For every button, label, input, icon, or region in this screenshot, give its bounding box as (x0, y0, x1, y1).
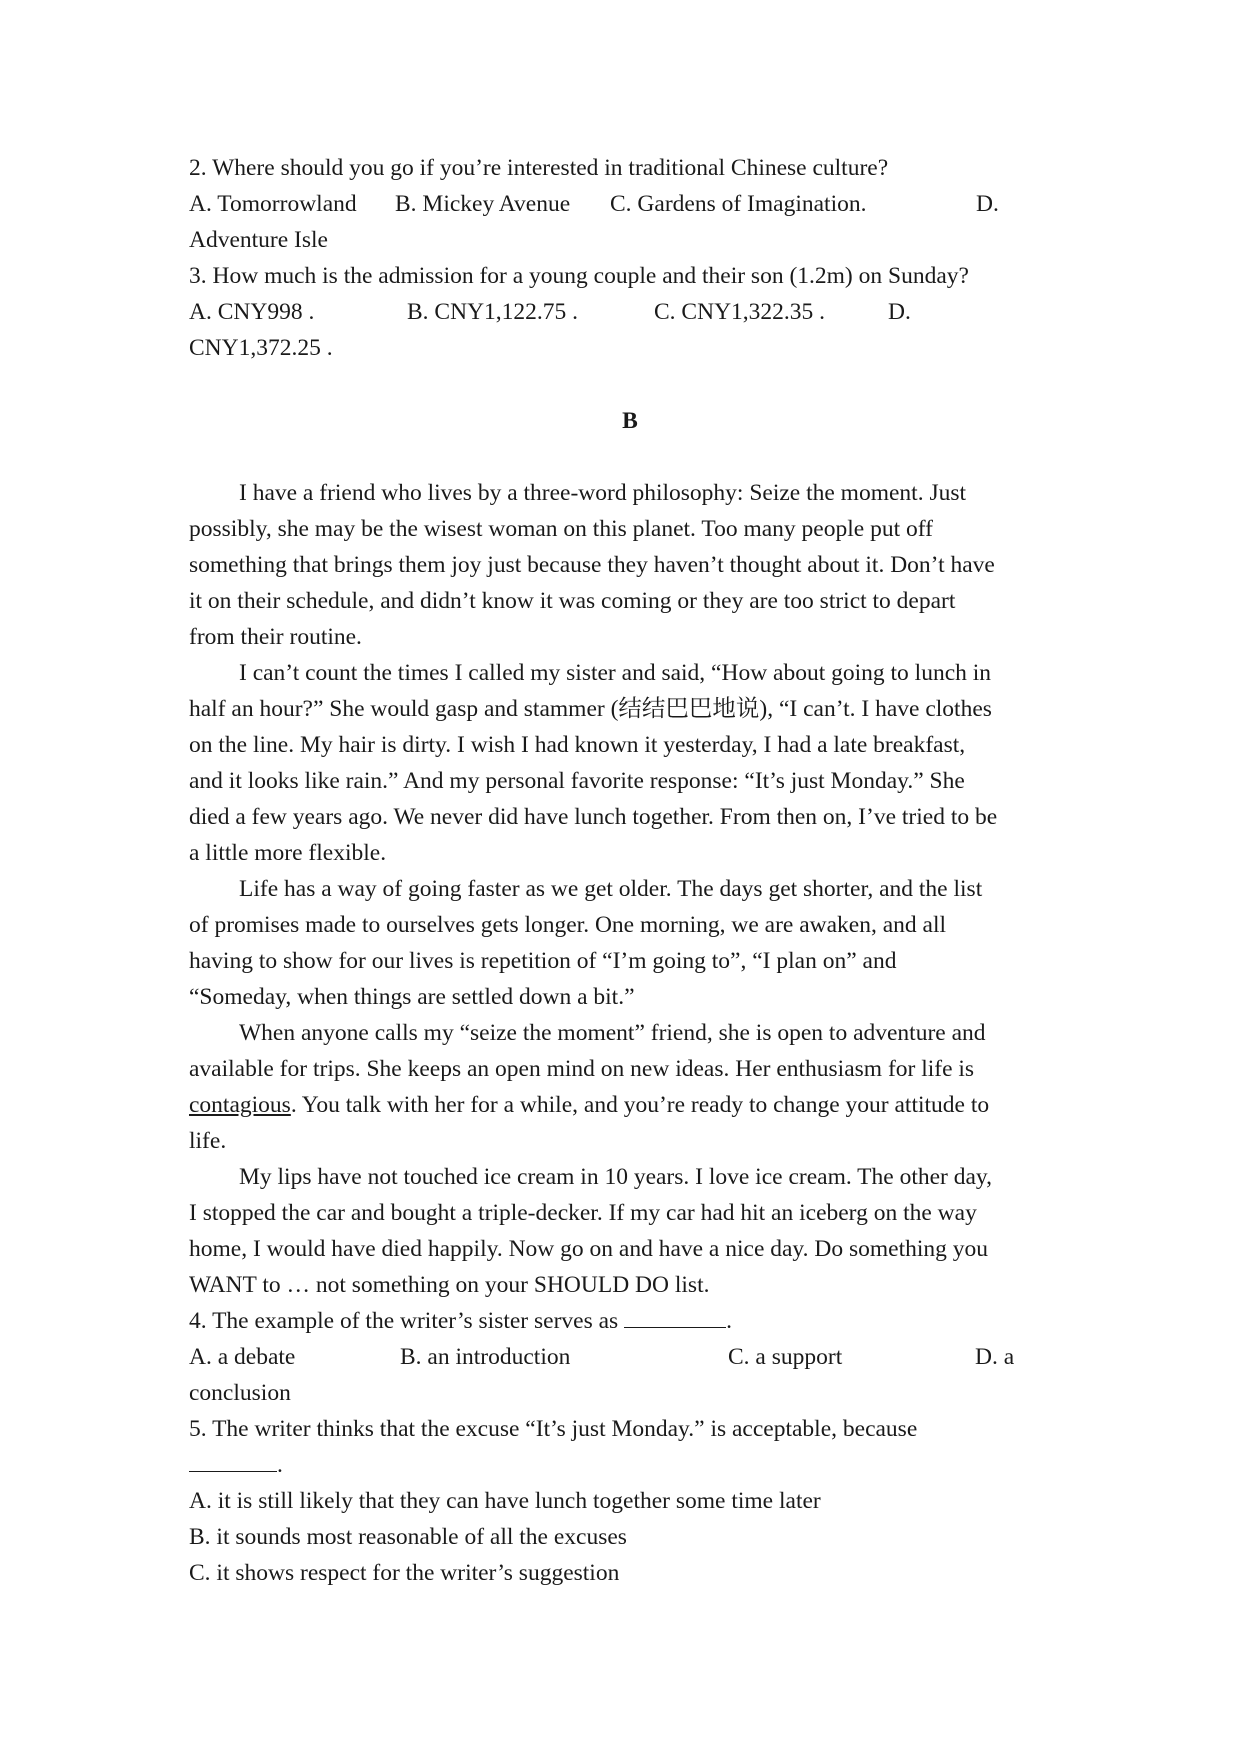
q3-option-a: A. CNY998 . (189, 299, 315, 325)
q5-stem: 5. The writer thinks that the excuse “It’s just Monday.” is acceptable, because (189, 1416, 918, 1442)
passage-line: I stopped the car and bought a triple-decker. If my car had hit an iceberg on the way (189, 1200, 977, 1226)
q5-option-a: A. it is still likely that they can have lunch together some time later (189, 1488, 821, 1514)
passage-line: “Someday, when things are settled down a bit.” (189, 984, 635, 1010)
q2-option-d: D. (976, 191, 999, 217)
passage-line: half an hour?” She would gasp and stammer (结结巴巴地说), “I can’t. I have clothes (189, 696, 992, 722)
q5-blank-line (189, 1447, 1071, 1483)
passage-line: I can’t count the times I called my sister and said, “How about going to lunch in (239, 660, 992, 686)
q3-option-c: C. CNY1,322.35 . (654, 299, 826, 325)
q4-stem-line (189, 1303, 1071, 1339)
passage-line: life. (189, 1128, 227, 1154)
q4-options (189, 1339, 1071, 1375)
q2-option-b: B. Mickey Avenue (395, 191, 571, 217)
passage-paragraph-3 (189, 871, 1071, 1015)
q3-stem: 3. How much is the admission for a young couple and their son (1.2m) on Sunday? (189, 263, 969, 289)
passage-paragraph-4 (189, 1015, 1071, 1159)
passage-line: something that brings them joy just because they haven’t thought about it. Don’t have (189, 552, 995, 578)
passage-paragraph-5 (189, 1159, 1071, 1303)
passage-line: of promises made to ourselves gets longer. One morning, we are awaken, and all (189, 912, 947, 938)
q4-option-a: A. a debate (189, 1344, 296, 1370)
q3-option-wrap: CNY1,372.25 . (189, 335, 333, 361)
q3-option-b: B. CNY1,122.75 . (407, 299, 579, 325)
q2-option-a: A. Tomorrowland (189, 191, 357, 217)
q2-options (189, 186, 1071, 222)
q4-option-b: B. an introduction (400, 1344, 571, 1370)
passage-line: WANT to … not something on your SHOULD DO list. (189, 1272, 710, 1298)
q4-option-c: C. a support (728, 1344, 843, 1370)
q4-stem: 4. The example of the writer’s sister serves as (189, 1308, 619, 1334)
q5-option-b: B. it sounds most reasonable of all the excuses (189, 1524, 627, 1550)
q4-option-d: D. a (975, 1344, 1015, 1370)
passage-line: died a few years ago. We never did have lunch together. From then on, I’ve tried to be (189, 804, 998, 830)
answer-blank (624, 1305, 726, 1328)
passage-line: from their routine. (189, 624, 362, 650)
q3-options (189, 294, 1071, 330)
passage-paragraph-2 (189, 655, 1071, 871)
q4-stem-end: . (726, 1308, 732, 1334)
passage-line: When anyone calls my “seize the moment” friend, she is open to adventure and (239, 1020, 986, 1046)
passage-line-rest: . You talk with her for a while, and you’re ready to change your attitude to (290, 1092, 990, 1118)
q5-blank-end: . (277, 1452, 283, 1478)
passage-line: a little more flexible. (189, 840, 387, 866)
passage-line (189, 1087, 1071, 1123)
passage-line: and it looks like rain.” And my personal favorite response: “It’s just Monday.” She (189, 768, 965, 794)
passage-paragraph-1 (189, 475, 1071, 655)
q2-option-c: C. Gardens of Imagination. (610, 191, 867, 217)
passage-line: having to show for our lives is repetition of “I’m going to”, “I plan on” and (189, 948, 897, 974)
q3-option-d: D. (888, 299, 911, 325)
underlined-word: contagious (189, 1092, 291, 1118)
passage-line: Life has a way of going faster as we get older. The days get shorter, and the list (239, 876, 983, 902)
q4-option-wrap: conclusion (189, 1380, 291, 1406)
answer-blank (189, 1449, 277, 1472)
passage-line: I have a friend who lives by a three-word philosophy: Seize the moment. Just (239, 480, 967, 506)
q2-option-wrap: Adventure Isle (189, 227, 328, 253)
passage-line: home, I would have died happily. Now go on and have a nice day. Do something you (189, 1236, 989, 1262)
passage-line: it on their schedule, and didn’t know it was coming or they are too strict to depart (189, 588, 956, 614)
passage-line: on the line. My hair is dirty. I wish I had known it yesterday, I had a late breakfast, (189, 732, 966, 758)
passage-line: possibly, she may be the wisest woman on this planet. Too many people put off (189, 516, 933, 542)
passage-line: available for trips. She keeps an open mind on new ideas. Her enthusiasm for life is (189, 1056, 975, 1082)
q5-option-c: C. it shows respect for the writer’s suggestion (189, 1560, 620, 1586)
q2-stem: 2. Where should you go if you’re interested in traditional Chinese culture? (189, 155, 889, 181)
section-heading: B (622, 408, 638, 434)
passage-line: My lips have not touched ice cream in 10 years. I love ice cream. The other day, (239, 1164, 993, 1190)
document-page (189, 150, 1071, 1591)
